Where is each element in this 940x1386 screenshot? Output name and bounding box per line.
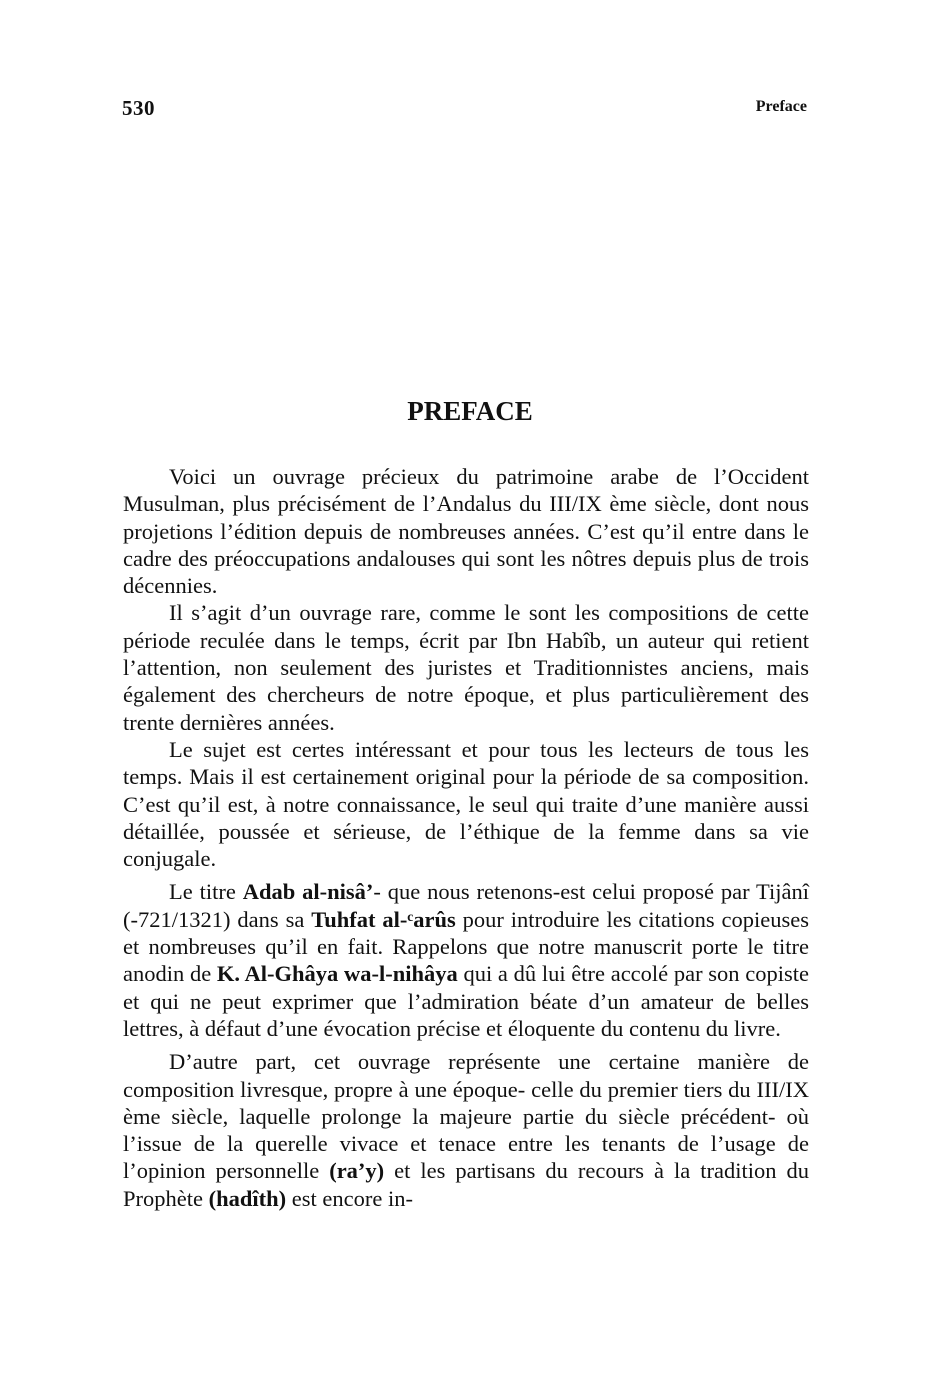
paragraph [123, 736, 809, 872]
text-run: Voici un ouvrage précieux du patrimoine arabe de l’Occident Musulman, plus précisément de l’Andalus du III/IX ème siècle, dont nous projetions l’édition depuis de nombreuses années. C’est qu’il entre dans le cadre des préoccupations andalouses qui sont les nôtres depuis plus de trois décennies. [123, 464, 809, 599]
bold-term: Adab al-nisâ’ [242, 879, 374, 905]
page-title: PREFACE [407, 396, 533, 426]
paragraph [123, 1048, 809, 1212]
text-run: Le titre [169, 879, 243, 905]
text-run: qui a dû lui être accolé par son copiste et qui ne peut exprimer que l’admiration béate d’un amateur de belles lettres, à défaut d’une évocation précise et éloquente du contenu du livre. [123, 961, 809, 1041]
paragraph [123, 878, 809, 1042]
text-run: et les partisans du recours à la tradition du Prophète [123, 1158, 809, 1211]
paragraph [123, 463, 809, 599]
text-run: Il s’agit d’un ouvrage rare, comme le sont les compositions de cette période reculée dans le temps, écrit par Ibn Habîb, un auteur qui retient l’attention, non seulement des juristes et Traditionnistes anciens, mais également des chercheurs de notre époque, et plus particulièrement des trente dernières années. [123, 600, 809, 735]
bold-term: Tuhfat al-ᶜarûs [311, 906, 456, 932]
page-number: 530 [122, 96, 155, 120]
text-run: - que nous retenons-est celui proposé par Tijânî (-721/1321) dans sa [123, 879, 809, 932]
paragraph [123, 599, 809, 735]
bold-term: (ra’y) [329, 1158, 385, 1184]
text-run: Le sujet est certes intéressant et pour tous les lecteurs de tous les temps. Mais il est certainement original pour la période de sa composition. C’est qu’il est, à notre connaissance, le seul qui traite d’une manière aussi détaillée, poussée et sérieuse, de l’éthique de la femme dans sa vie conjugale. [123, 736, 809, 872]
text-run: est encore in- [286, 1185, 413, 1211]
body-text [123, 463, 809, 1212]
bold-term: K. Al-Ghâya wa-l-nihâya [216, 961, 458, 987]
running-head: Preface [755, 98, 807, 115]
text-run: D’autre part, cet ouvrage représente une certaine manière de composition livresque, propre à une époque- celle du premier tiers du III/IX ème siècle, laquelle prolonge la majeure partie du siècle précédent- où l’issue de la querelle vivace et tenace entre les tenants de l’usage de l’opinion personnelle [123, 1049, 809, 1184]
bold-term: (hadîth) [208, 1185, 287, 1211]
text-run: pour introduire les citations copieuses et nombreuses qu’il en fait. Rappelons que notre manuscrit porte le titre anodin de [123, 906, 810, 987]
